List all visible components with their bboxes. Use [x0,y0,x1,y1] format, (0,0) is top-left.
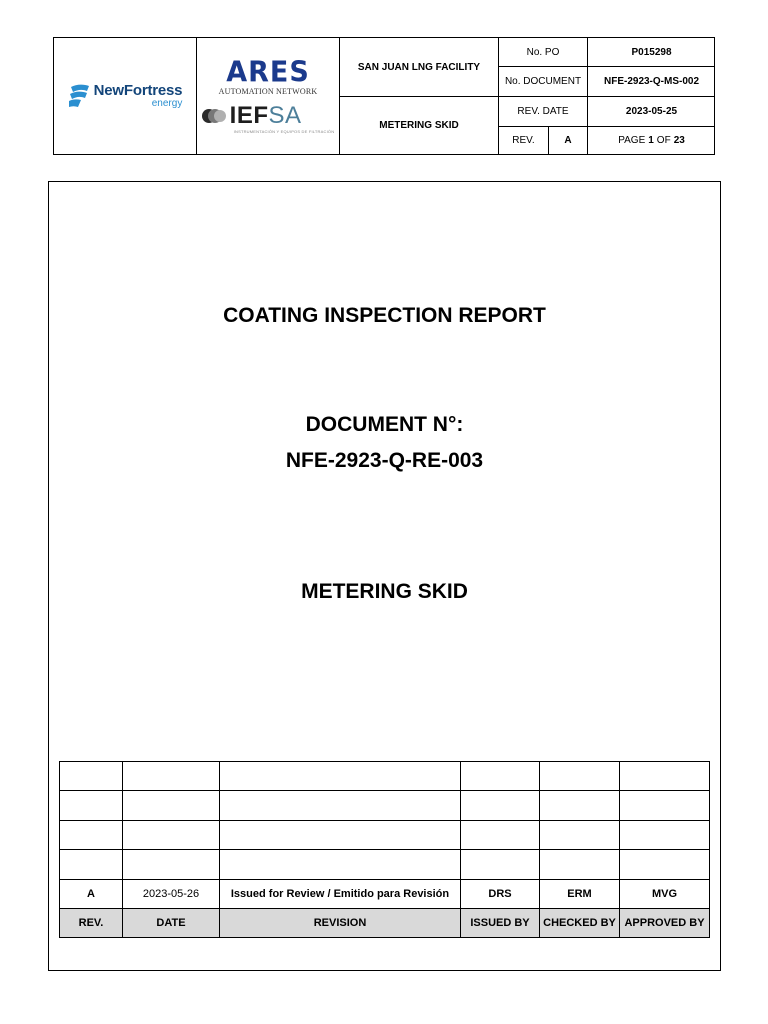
iefsa-sub: INSTRUMENTACIÓN Y EQUIPOS DE FILTRACIÓN [233,128,335,134]
rev-label: REV. [512,135,535,146]
page-of: OF [656,135,671,146]
ares-sub: AUTOMATION NETWORK [218,86,318,96]
page-total: 23 [673,135,685,146]
approved-by-cell: MVG [620,879,710,908]
po-value: P015298 [631,46,672,58]
doc-label: No. DOCUMENT [504,76,582,87]
document-number: NFE-2923-Q-RE-003 [285,449,484,472]
column-header: ISSUED BY [461,908,540,937]
table-row [60,791,710,820]
table-row [60,850,710,879]
rev-date-value: 2023-05-25 [625,106,678,117]
rev-cell: A [60,879,123,908]
newfortress-flame-icon [68,83,90,109]
date-cell: 2023-05-26 [123,879,220,908]
ares-brand: ARES [226,55,310,89]
table-header-row [60,908,710,937]
rev-date-label: REV. DATE [517,106,569,117]
page-indicator [588,127,715,154]
revision-cell: Issued for Review / Emitido para Revisión [220,879,461,908]
table-row [60,762,710,791]
report-subject: METERING SKID [301,580,468,603]
rev-value: A [564,135,572,146]
iefsa-circles-icon [202,109,226,123]
partner-logos [197,38,339,154]
item-name: METERING SKID [379,120,459,131]
iefsa-brand-b: SA [268,101,302,129]
page-prefix: PAGE [618,135,646,146]
table-row [60,879,710,908]
table-row [60,820,710,849]
revision-table [59,761,710,938]
document-header [53,37,715,155]
column-header: REVISION [220,908,461,937]
document-number-label: DOCUMENT N°: [305,413,464,436]
column-header: APPROVED BY [620,908,710,937]
column-header: DATE [123,908,220,937]
checked-by-cell: ERM [540,879,620,908]
column-header: CHECKED BY [540,908,620,937]
project-name: SAN JUAN LNG FACILITY [357,61,481,73]
newfortress-brand: NewFortress [93,82,183,99]
newfortress-logo [54,38,196,154]
iefsa-brand-a: IEF [229,101,269,129]
page-number: 1 [648,135,654,146]
doc-value: NFE-2923-Q-MS-002 [603,76,700,87]
report-title: COATING INSPECTION REPORT [223,304,546,327]
po-label: No. PO [526,46,560,58]
iefsa-logo [202,96,335,134]
newfortress-sub: energy [151,98,183,109]
ares-logo [218,55,318,96]
issued-by-cell: DRS [461,879,540,908]
column-header: REV. [60,908,123,937]
